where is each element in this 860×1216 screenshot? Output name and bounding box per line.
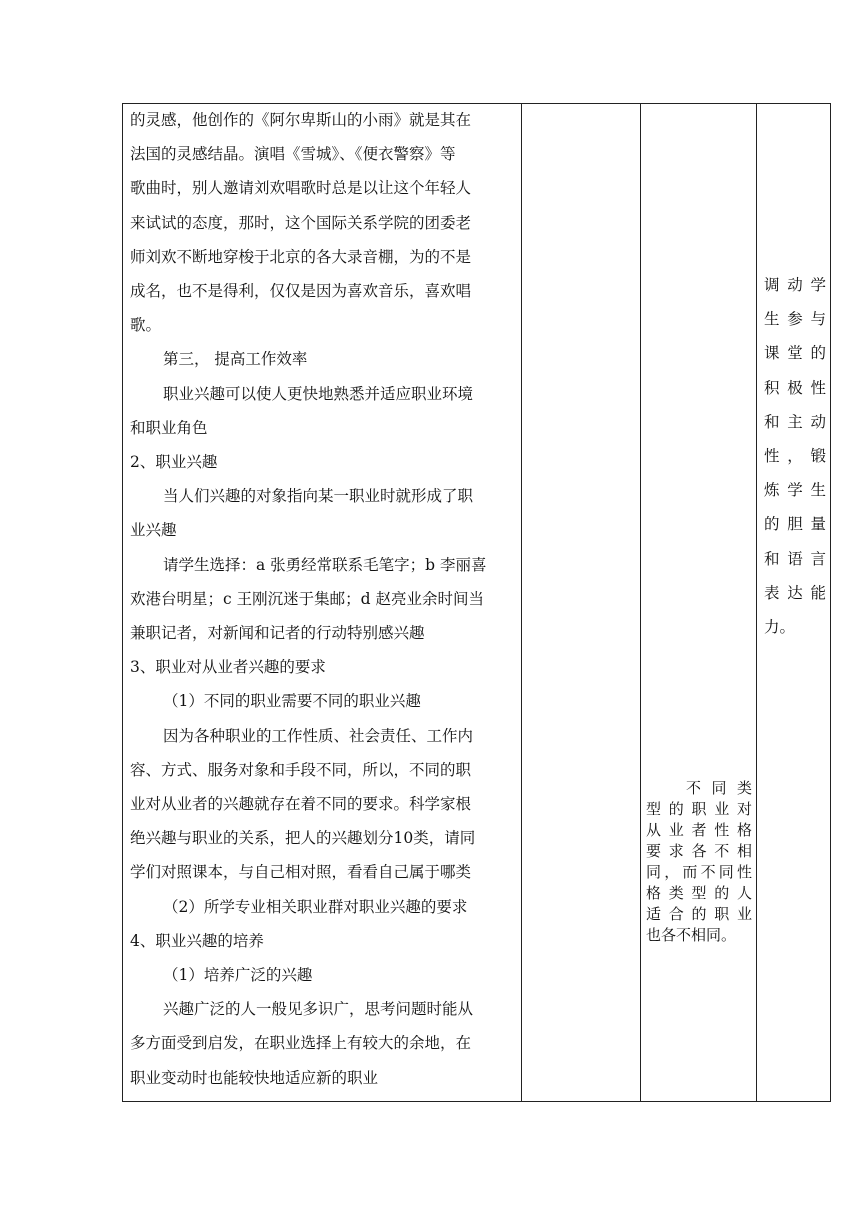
note-line: 表达能	[764, 583, 826, 602]
content-line: 师刘欢不断地穿梭于北京的各大录音棚，为的不是	[130, 247, 472, 266]
content-line: （2）所学专业相关职业群对职业兴趣的要求	[163, 897, 468, 916]
note-line: 生参与	[764, 310, 826, 329]
content-line: 歌曲时，别人邀请刘欢唱歌时总是以让这个年轻人	[130, 179, 472, 198]
content-line: 成名，也不是得利，仅仅是因为喜欢音乐，喜欢唱	[130, 282, 472, 300]
note-line: 力。	[764, 618, 796, 636]
content-line: 兼职记者，对新闻和记者的行动特别感兴趣	[130, 624, 425, 642]
note-line: 同，而不同性	[646, 863, 752, 881]
note-line: 从业者性格	[646, 821, 752, 839]
content-line: 绝兴趣与职业的关系，把人的兴趣划分10类，请同	[130, 829, 476, 848]
content-line: 3、职业对从业者兴趣的要求	[130, 658, 326, 677]
note-line: 的胆量	[764, 515, 826, 534]
note-line: 和语言	[764, 549, 826, 568]
content-line: 第三， 提高工作效率	[163, 350, 308, 369]
content-line: 来试试的态度，那时，这个国际关系学院的团委老	[130, 213, 472, 232]
note-line: 格类型的人	[646, 884, 752, 902]
content-line: 请学生选择：a 张勇经常联系毛笔字；b 李丽喜	[163, 555, 487, 574]
note-line: 性，锻	[764, 447, 826, 465]
note-line: 适合的职业	[646, 905, 752, 923]
note-line: 不 同 类	[686, 779, 752, 797]
content-line: 业对从业者的兴趣就存在着不同的要求。科学家根	[130, 795, 472, 813]
content-line: （1）不同的职业需要不同的职业兴趣	[163, 692, 421, 711]
content-line: 多方面受到启发，在职业选择上有较大的余地，在	[130, 1034, 472, 1053]
content-line: 当人们兴趣的对象指向某一职业时就形成了职	[163, 487, 474, 506]
content-line: 业兴趣	[130, 521, 177, 540]
note-line: 积极性	[764, 378, 826, 397]
note-line: 要求各不相	[646, 842, 752, 860]
note-line: 调动学	[764, 276, 826, 294]
content-line: 因为各种职业的工作性质、社会责任、工作内	[163, 726, 474, 745]
content-line: 4、职业兴趣的培养	[130, 931, 264, 950]
content-line: 欢港台明星；c 王刚沉迷于集邮；d 赵亮业余时间当	[130, 589, 484, 608]
column-divider	[640, 103, 641, 1102]
content-line: （1）培养广泛的兴趣	[163, 966, 313, 984]
content-line: 学们对照课本，与自己相对照，看看自己属于哪类	[130, 863, 472, 882]
content-line: 歌。	[130, 316, 162, 335]
content-line: 兴趣广泛的人一般见多识广，思考问题时能从	[163, 1000, 474, 1019]
note-line: 也各不相同。	[646, 926, 737, 944]
content-line: 的灵感，他创作的《阿尔卑斯山的小雨》就是其在	[130, 111, 472, 129]
note-line: 和主动	[764, 412, 826, 431]
column-divider	[521, 103, 522, 1102]
content-line: 和职业角色	[130, 418, 208, 437]
note-line: 炼学生	[764, 481, 826, 500]
content-line: 容、方式、服务对象和手段不同，所以，不同的职	[130, 760, 472, 779]
content-line: 职业变动时也能较快地适应新的职业	[130, 1068, 379, 1087]
note-line: 型的职业对	[646, 800, 752, 818]
column-divider	[756, 103, 757, 1102]
content-line: 职业兴趣可以使人更快地熟悉并适应职业环境	[163, 384, 474, 403]
content-line: 2、职业兴趣	[130, 453, 218, 471]
note-line: 课堂的	[764, 344, 826, 363]
content-line: 法国的灵感结晶。演唱《雪城》、《便衣警察》等	[130, 145, 456, 164]
